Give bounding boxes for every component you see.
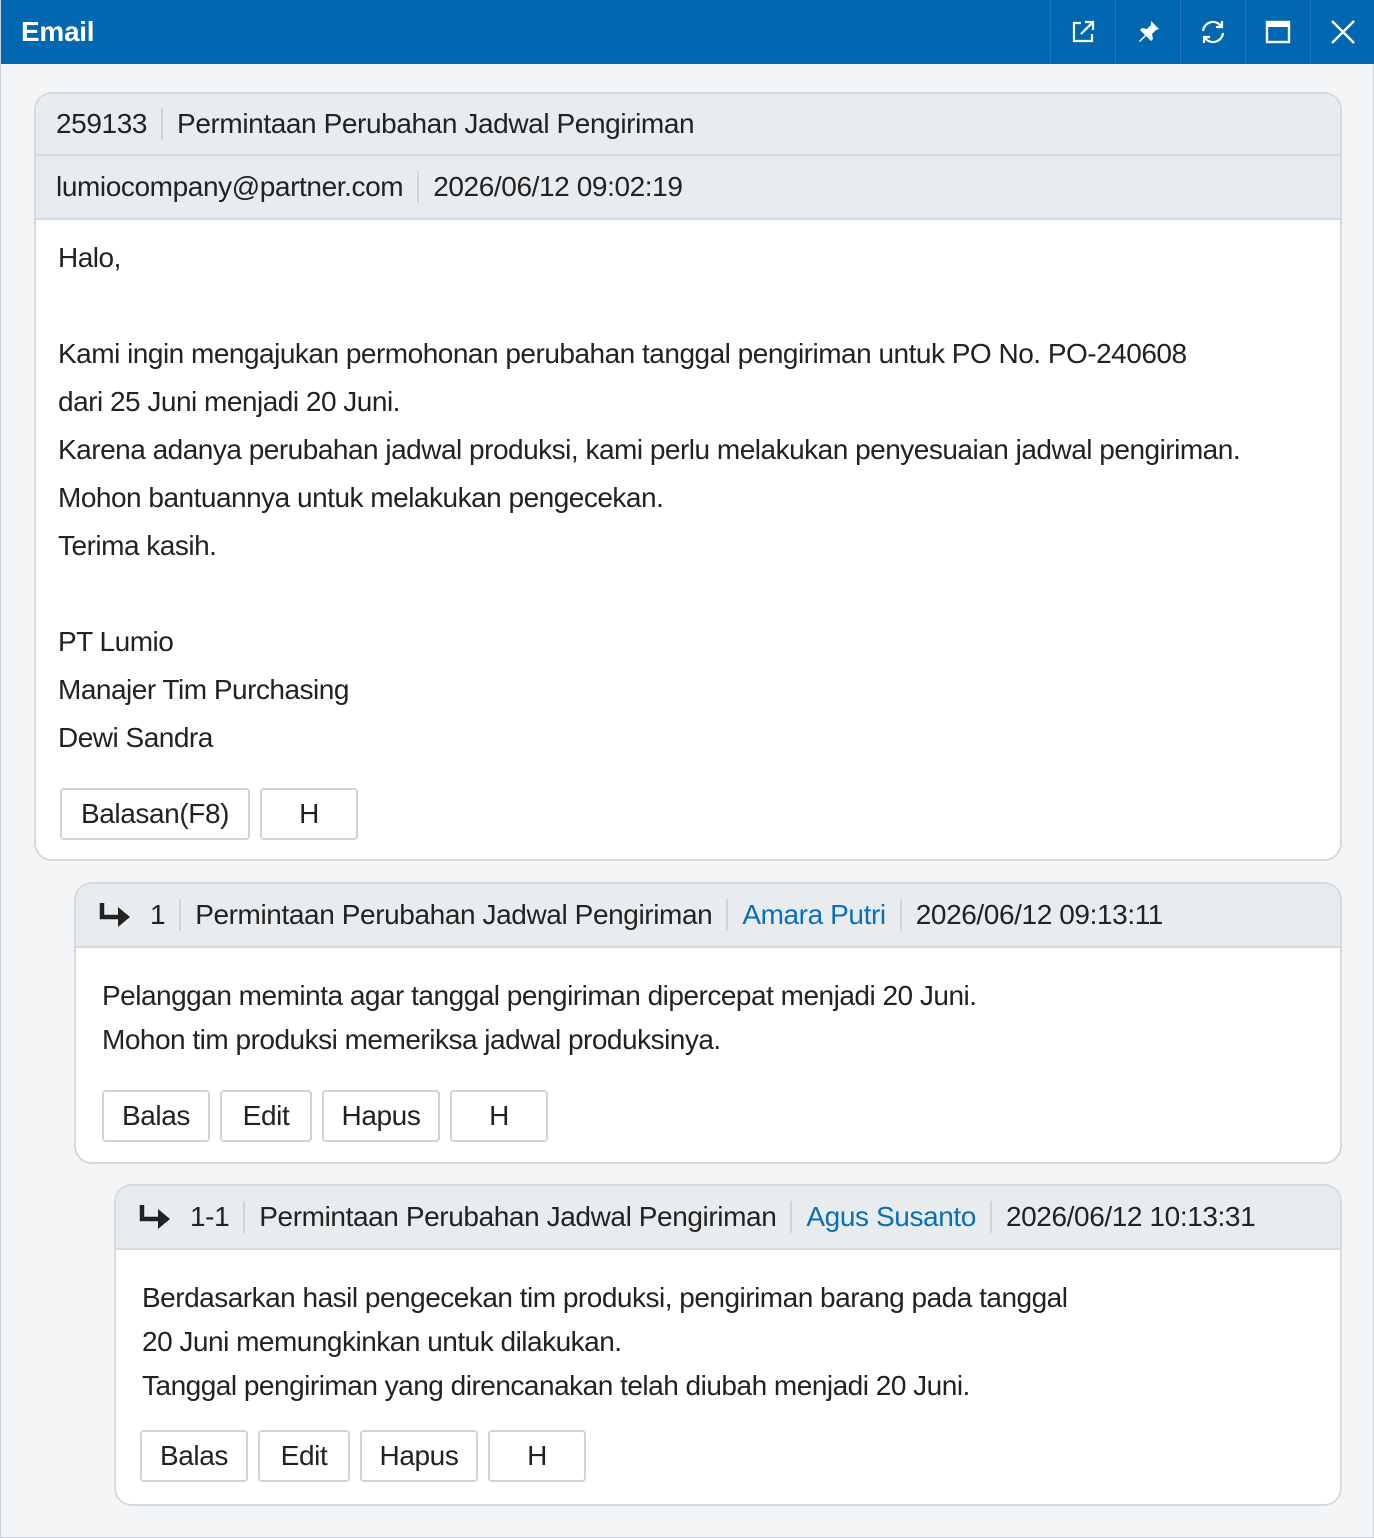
body-line: Berdasarkan hasil pengecekan tim produksi, pengiriman barang pada tanggal [142, 1282, 1068, 1313]
close-icon [1329, 18, 1357, 46]
reply-header [116, 1186, 1340, 1250]
reply-number: 1 [150, 899, 166, 930]
refresh-icon [1199, 18, 1227, 46]
pin-button[interactable] [1115, 0, 1180, 64]
reply-arrow-icon [138, 1203, 178, 1231]
external-link-icon [1069, 18, 1097, 46]
reply-body [142, 1276, 1067, 1408]
edit-button[interactable]: Edit [258, 1430, 350, 1482]
email-body [58, 234, 1240, 762]
h-button[interactable]: H [488, 1430, 586, 1482]
divider [243, 1201, 245, 1233]
email-sender: lumiocompany@partner.com [56, 171, 404, 202]
window-title: Email [21, 16, 95, 47]
maximize-button[interactable] [1245, 0, 1310, 64]
body-line: Tanggal pengiriman yang direncanakan telah diubah menjadi 20 Juni. [142, 1370, 970, 1401]
reply-author[interactable]: Agus Susanto [806, 1201, 976, 1232]
body-line: PT Lumio [58, 626, 174, 657]
body-line: 20 Juni memungkinkan untuk dilakukan. [142, 1326, 622, 1357]
divider [900, 899, 902, 931]
delete-button[interactable]: Hapus [360, 1430, 478, 1482]
body-line: Manajer Tim Purchasing [58, 674, 349, 705]
divider [417, 171, 419, 203]
email-actions [60, 788, 368, 840]
pin-icon [1134, 18, 1162, 46]
reply-body [102, 974, 977, 1062]
reply-author[interactable]: Amara Putri [742, 899, 886, 930]
email-meta-row [36, 156, 1340, 220]
body-line: Karena adanya perubahan jadwal produksi, kami perlu melakukan penyesuaian jadwal pengiriman. [58, 434, 1241, 465]
email-id: 259133 [56, 108, 148, 139]
divider [161, 108, 163, 140]
h-button[interactable]: H [260, 788, 358, 840]
body-line: Pelanggan meminta agar tanggal pengiriman dipercepat menjadi 20 Juni. [102, 980, 977, 1011]
delete-button[interactable]: Hapus [322, 1090, 440, 1142]
body-line: Dewi Sandra [58, 722, 213, 753]
email-card [34, 92, 1342, 861]
body-line [58, 570, 1240, 618]
maximize-icon [1264, 18, 1292, 46]
reply-button[interactable]: Balas [140, 1430, 248, 1482]
refresh-button[interactable] [1180, 0, 1245, 64]
reply-subject: Permintaan Perubahan Jadwal Pengiriman [195, 899, 713, 930]
body-line: dari 25 Juni menjadi 20 Juni. [58, 386, 400, 417]
edit-button[interactable]: Edit [220, 1090, 312, 1142]
body-line: Terima kasih. [58, 530, 217, 561]
reply-card [114, 1184, 1342, 1506]
email-subject: Permintaan Perubahan Jadwal Pengiriman [177, 108, 695, 139]
divider [726, 899, 728, 931]
email-datetime: 2026/06/12 09:02:19 [433, 171, 683, 202]
divider [790, 1201, 792, 1233]
reply-button[interactable]: Balas [102, 1090, 210, 1142]
close-button[interactable] [1310, 0, 1374, 64]
reply-actions [102, 1090, 558, 1142]
reply-number: 1-1 [190, 1201, 230, 1232]
reply-arrow-icon [98, 901, 138, 929]
reply-button[interactable]: Balasan(F8) [60, 788, 250, 840]
body-line: Kami ingin mengajukan permohonan perubahan tanggal pengiriman untuk PO No. PO-240608 [58, 338, 1187, 369]
divider [990, 1201, 992, 1233]
window-controls [1050, 0, 1374, 64]
body-line: Mohon tim produksi memeriksa jadwal produksinya. [102, 1024, 721, 1055]
body-line: Halo, [58, 242, 121, 273]
reply-card [74, 882, 1342, 1164]
reply-subject: Permintaan Perubahan Jadwal Pengiriman [259, 1201, 777, 1232]
title-bar [1, 0, 1374, 64]
divider [179, 899, 181, 931]
body-line [58, 282, 1240, 330]
reply-header [76, 884, 1340, 948]
reply-datetime: 2026/06/12 10:13:31 [1005, 1201, 1256, 1232]
h-button[interactable]: H [450, 1090, 548, 1142]
reply-actions [140, 1430, 596, 1482]
popout-button[interactable] [1050, 0, 1115, 64]
body-line: Mohon bantuannya untuk melakukan pengecekan. [58, 482, 664, 513]
email-subject-row [36, 94, 1340, 156]
reply-datetime: 2026/06/12 09:13:11 [915, 899, 1163, 930]
